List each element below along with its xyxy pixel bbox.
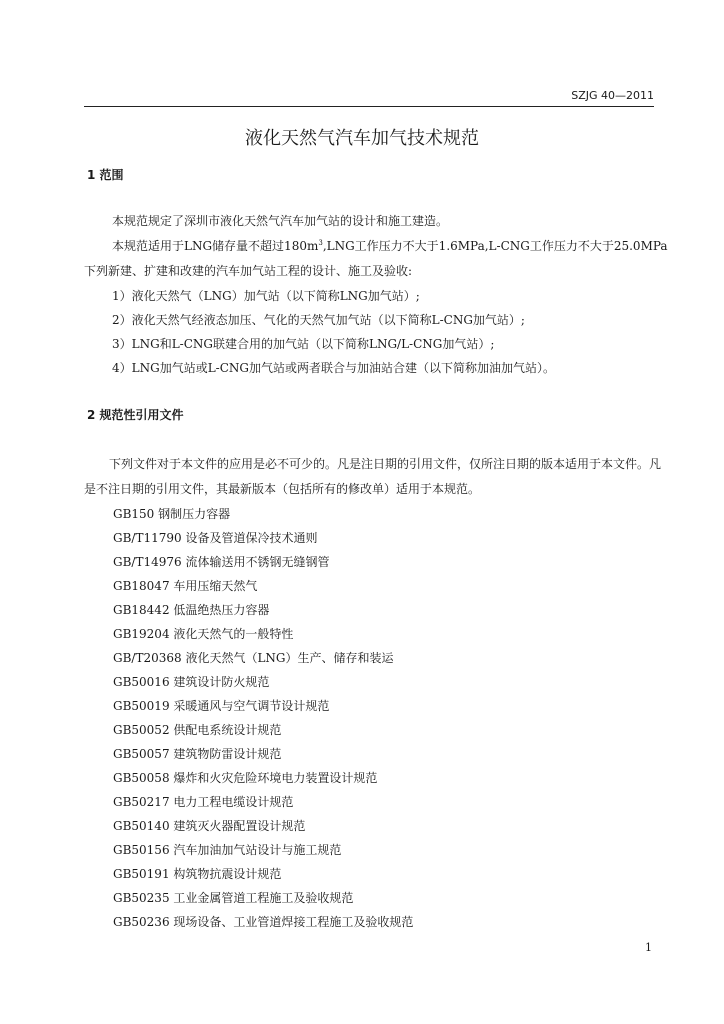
reference-item: GB50052 供配电系统设计规范: [113, 723, 282, 737]
reference-item: GB50191 构筑物抗震设计规范: [113, 867, 282, 881]
reference-item: GB18047 车用压缩天然气: [113, 579, 258, 593]
reference-item: GB50019 采暖通风与空气调节设计规范: [113, 699, 330, 713]
paragraph-2-text-a: 本规范适用于LNG储存量不超过180m: [112, 239, 319, 253]
section-1-heading: 1 范围: [87, 168, 124, 182]
scope-item: 2）液化天然气经液态加压、气化的天然气加气站（以下简称L-CNG加气站）;: [112, 313, 525, 327]
reference-item: GB/T14976 流体输送用不锈钢无缝钢管: [113, 555, 330, 569]
section-2-heading: 2 规范性引用文件: [87, 408, 184, 422]
reference-item: GB50058 爆炸和火灾危险环境电力装置设计规范: [113, 771, 378, 785]
page-number: 1: [645, 941, 652, 954]
reference-item: GB50016 建筑设计防火规范: [113, 675, 270, 689]
header-rule: [84, 106, 654, 107]
reference-item: GB50156 汽车加油加气站设计与施工规范: [113, 843, 342, 857]
superscript-3: 3: [318, 239, 323, 247]
section-2-paragraph-line-1: 下列文件对于本文件的应用是必不可少的。凡是注日期的引用文件，仅所注日期的版本适用于本文件。凡: [109, 457, 662, 471]
reference-item: GB50140 建筑灭火器配置设计规范: [113, 819, 306, 833]
reference-item: GB/T20368 液化天然气（LNG）生产、储存和装运: [113, 651, 394, 665]
reference-item: GB/T11790 设备及管道保冷技术通则: [113, 531, 318, 545]
scope-item: 1）液化天然气（LNG）加气站（以下简称LNG加气站）;: [112, 289, 420, 303]
reference-item: GB18442 低温绝热压力容器: [113, 603, 270, 617]
document-title: 液化天然气汽车加气技术规范: [245, 128, 479, 149]
section-1-paragraph-2-line-1: [112, 237, 668, 254]
scope-item: 4）LNG加气站或L-CNG加气站或两者联合与加油站合建（以下简称加油加气站）。: [112, 361, 555, 375]
section-1-paragraph-2-line-2: 下列新建、扩建和改建的汽车加气站工程的设计、施工及验收:: [84, 264, 413, 278]
paragraph-2-text-b: ,LNG工作压力不大于1.6MPa,L-CNG工作压力不大于25.0MPa: [322, 239, 668, 253]
reference-item: GB19204 液化天然气的一般特性: [113, 627, 294, 641]
reference-item: GB50235 工业金属管道工程施工及验收规范: [113, 891, 354, 905]
reference-item: GB50236 现场设备、工业管道焊接工程施工及验收规范: [113, 915, 414, 929]
scope-item: 3）LNG和L-CNG联建合用的加气站（以下简称LNG/L-CNG加气站）;: [112, 337, 495, 351]
section-1-paragraph-1: 本规范规定了深圳市液化天然气汽车加气站的设计和施工建造。: [112, 214, 449, 228]
reference-item: GB150 钢制压力容器: [113, 507, 231, 521]
reference-item: GB50217 电力工程电缆设计规范: [113, 795, 294, 809]
reference-item: GB50057 建筑物防雷设计规范: [113, 747, 282, 761]
document-code: SZJG 40—2011: [571, 89, 654, 102]
section-2-paragraph-line-2: 是不注日期的引用文件，其最新版本（包括所有的修改单）适用于本规范。: [84, 482, 481, 496]
